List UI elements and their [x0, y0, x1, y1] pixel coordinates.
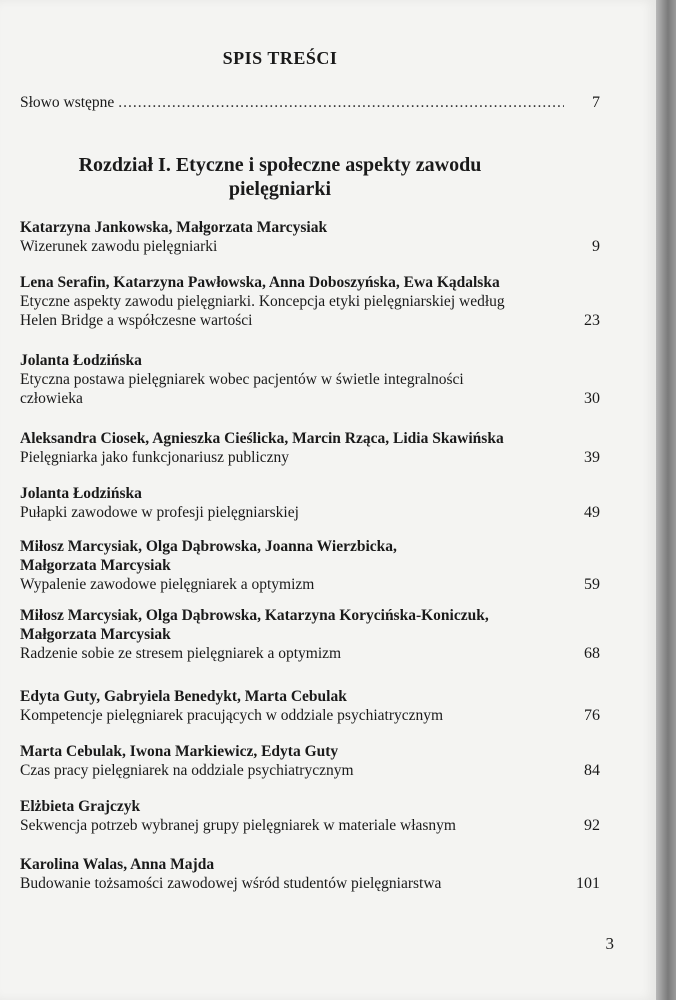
page-edge	[656, 0, 676, 1000]
page-number: 3	[605, 934, 614, 953]
toc-entry	[20, 351, 600, 408]
entry-authors: Aleksandra Ciosek, Agnieszka Cieślicka, Marcin Rząca, Lidia Skawińska	[20, 430, 504, 447]
entry-page-number: 68	[584, 645, 600, 662]
toc-entry	[20, 606, 600, 663]
toc-entry	[20, 797, 600, 835]
toc-heading: SPIS TREŚCI	[222, 48, 338, 68]
entry-authors: Jolanta Łodzińska	[20, 485, 142, 502]
entry-page-number: 9	[592, 238, 600, 255]
entry-title-line: Pułapki zawodowe w profesji pielęgniarskiej	[20, 504, 299, 521]
entry-page-number: 76	[584, 707, 600, 724]
entry-page-number: 23	[584, 312, 600, 329]
entry-page-number: 39	[584, 449, 600, 466]
entry-title-line: Sekwencja potrzeb wybranej grupy pielęgniarek w materiale własnym	[20, 817, 456, 834]
toc-entry	[20, 687, 600, 725]
entry-title-line: Budowanie tożsamości zawodowej wśród studentów pielęgniarstwa	[20, 875, 442, 892]
chapter-title-line-2: pielęgniarki	[228, 178, 332, 200]
leader-dots	[118, 93, 564, 112]
entry-title-line: Wypalenie zawodowe pielęgniarek a optymizm	[20, 576, 315, 593]
toc-entry	[20, 218, 600, 256]
chapter-title	[0, 153, 560, 201]
entry-authors: Edyta Guty, Gabryiela Benedykt, Marta Cebulak	[20, 688, 347, 705]
toc-entry	[20, 742, 600, 780]
entry-authors: Lena Serafin, Katarzyna Pawłowska, Anna Doboszyńska, Ewa Kądalska	[20, 274, 500, 291]
toc-entry	[20, 537, 600, 594]
preface-row	[20, 93, 600, 112]
entry-page-number: 84	[584, 762, 600, 779]
entry-authors: Elżbieta Grajczyk	[20, 798, 141, 815]
entry-title-line: Radzenie sobie ze stresem pielęgniarek a optymizm	[20, 645, 342, 662]
entry-title-line: Etyczne aspekty zawodu pielęgniarki. Koncepcja etyki pielęgniarskiej według	[20, 293, 505, 310]
entry-page-number: 101	[576, 875, 600, 892]
entry-title-line: Czas pracy pielęgniarek na oddziale psychiatrycznym	[20, 762, 354, 779]
entry-authors: Jolanta Łodzińska	[20, 352, 142, 369]
entry-authors: Małgorzata Marcysiak	[20, 626, 171, 643]
preface-title: Słowo wstępne	[20, 94, 115, 111]
toc-entry	[20, 855, 600, 893]
entry-authors: Małgorzata Marcysiak	[20, 557, 171, 574]
toc-entry	[20, 429, 600, 467]
entry-title-line: człowieka	[20, 390, 83, 407]
preface-page: 7	[592, 94, 600, 111]
entry-authors: Karolina Walas, Anna Majda	[20, 856, 215, 873]
entry-page-number: 92	[584, 817, 600, 834]
toc-entry	[20, 484, 600, 522]
entry-authors: Katarzyna Jankowska, Małgorzata Marcysiak	[20, 219, 328, 236]
toc-entry	[20, 273, 600, 330]
entry-title-line: Kompetencje pielęgniarek pracujących w oddziale psychiatrycznym	[20, 707, 444, 724]
entry-authors: Marta Cebulak, Iwona Markiewicz, Edyta Guty	[20, 743, 339, 760]
entry-title-line: Pielęgniarka jako funkcjonariusz publiczny	[20, 449, 290, 466]
entry-title-line: Wizerunek zawodu pielęgniarki	[20, 238, 218, 255]
entry-page-number: 49	[584, 504, 600, 521]
chapter-title-line-1: Rozdział I. Etyczne i społeczne aspekty zawodu	[78, 154, 482, 176]
entry-title-line: Helen Bridge a współczesne wartości	[20, 312, 253, 329]
entry-page-number: 59	[584, 576, 600, 593]
entry-authors: Miłosz Marcysiak, Olga Dąbrowska, Joanna Wierzbicka,	[20, 538, 397, 555]
entry-title-line: Etyczna postawa pielęgniarek wobec pacjentów w świetle integralności	[20, 371, 464, 388]
entry-page-number: 30	[584, 390, 600, 407]
entry-authors: Miłosz Marcysiak, Olga Dąbrowska, Katarzyna Korycińska-Koniczuk,	[20, 607, 489, 624]
